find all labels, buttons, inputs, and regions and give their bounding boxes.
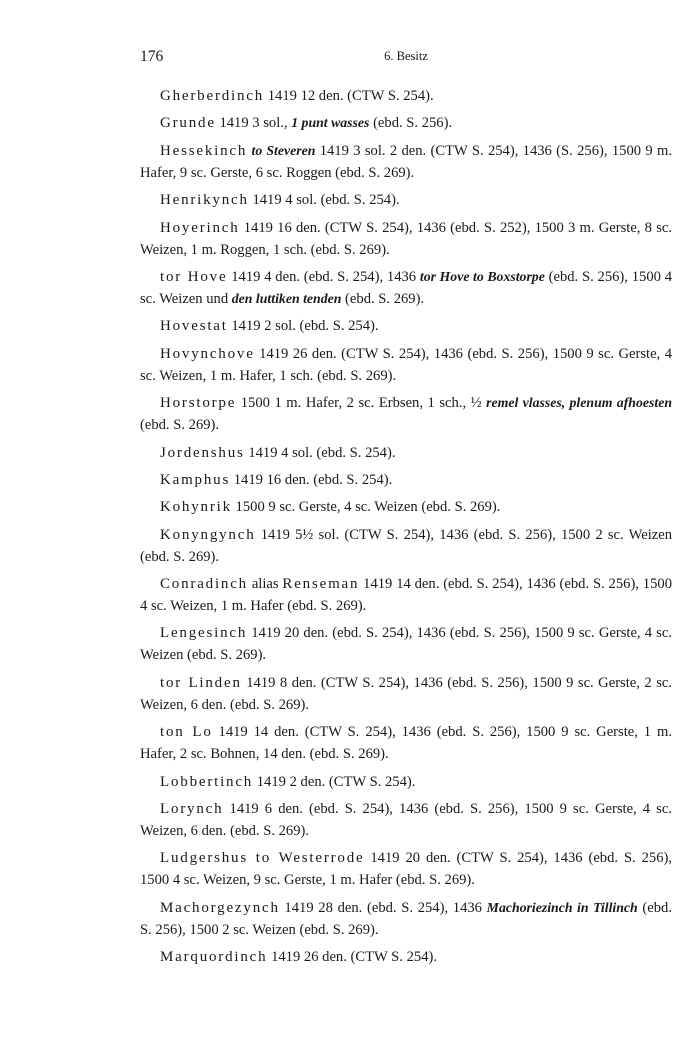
entry-name: Hovynchove: [160, 345, 255, 362]
list-item: [140, 140, 672, 184]
entry-text: (ebd. S. 269).: [140, 417, 220, 434]
entry-quote: remel vlasses, plenum afhoesten: [486, 395, 672, 411]
list-item: [140, 897, 672, 941]
list-item: [140, 315, 672, 337]
entry-text: 1500 9 sc. Gerste, 4 sc. Weizen (ebd. S. 269).: [231, 499, 501, 516]
entry-name: Grunde: [160, 115, 216, 132]
list-item: [140, 343, 672, 387]
entry-name: Lobbertinch: [160, 773, 254, 790]
entry-text: 1419 20 den. (ebd. S. 254), 1436 (ebd. S. 256), 1500 9 sc. Gerste, 4 sc. Weizen (ebd. S. 269).: [140, 625, 672, 664]
entry-name: Gherberdinch: [160, 88, 265, 104]
entry-text: 1419 26 den. (CTW S. 254), 1436 (ebd. S. 256), 1500 9 sc. Gerste, 4 sc. Weizen, 1 m. Hafer, 1 sch. (ebd. S. 269).: [140, 345, 672, 384]
entry-text: 1419 16 den. (ebd. S. 254).: [230, 471, 393, 488]
entry-quote: 1 punt wasses: [291, 115, 370, 131]
entry-text: 1419 20 den. (CTW S. 254), 1436 (ebd. S. 256), 1500 4 sc. Weizen, 9 sc. Gerste, 1 m. Hafer (ebd. S. 269).: [140, 850, 672, 889]
list-item: [140, 112, 672, 134]
list-item: [140, 189, 672, 211]
entry-name: Ludgershus to Westerrode: [160, 850, 365, 867]
entry-name: Henrikynch: [160, 192, 249, 209]
page-number: 176: [140, 48, 164, 65]
entry-name: ton Lo: [160, 724, 213, 741]
entry-text: (ebd. S. 269).: [341, 290, 425, 307]
entry-name: Machorgezynch: [160, 899, 280, 916]
entry-text: (ebd. S. 256), 1500 2 sc. Weizen (ebd. S. 269).: [140, 899, 672, 938]
list-item: [140, 622, 672, 666]
list-item: [140, 771, 672, 793]
list-item: [140, 798, 672, 842]
entry-name: Horstorpe: [160, 395, 237, 412]
entry-name: Hoyerinch: [160, 219, 240, 236]
entry-text: 1419 4 den. (ebd. S. 254), 1436: [227, 268, 420, 285]
entry-quote: Machoriezinch in Tillinch: [486, 899, 638, 915]
entry-name: Jordenshus: [160, 444, 245, 461]
entry-text: (ebd. S. 256), 1500 4 sc. Weizen und: [140, 268, 672, 307]
entry-text: 1419 2 sol. (ebd. S. 254).: [227, 318, 379, 335]
entry-text: alias: [247, 576, 283, 593]
list-item: [140, 524, 672, 568]
entry-text: 1419 8 den. (CTW S. 254), 1436 (ebd. S. 256), 1500 9 sc. Gerste, 2 sc. Weizen, 6 den. (ebd. S. 269).: [140, 674, 672, 713]
entry-quote: to Steveren: [251, 142, 316, 158]
list-item: [140, 946, 672, 968]
entry-name: Lorynch: [160, 801, 224, 818]
entry-quote: den luttiken tenden: [231, 290, 342, 306]
list-item: [140, 573, 672, 617]
entry-text: 1419 5½ sol. (CTW S. 254), 1436 (ebd. S. 256), 1500 2 sc. Weizen (ebd. S. 269).: [140, 526, 672, 565]
entry-text: 1419 26 den. (CTW S. 254).: [267, 949, 437, 966]
entry-name: Kohynrik: [160, 499, 232, 516]
entry-name: Lengesinch: [160, 625, 248, 642]
entry-text: (ebd. S. 256).: [369, 115, 453, 132]
entry-text: 1419 6 den. (ebd. S. 254), 1436 (ebd. S. 256), 1500 9 sc. Gerste, 4 sc. Weizen, 6 den. (ebd. S. 269).: [140, 801, 672, 840]
list-item: [140, 392, 672, 436]
entry-text: 1419 28 den. (ebd. S. 254), 1436: [279, 899, 487, 916]
entry-text: 1419 16 den. (CTW S. 254), 1436 (ebd. S. 252), 1500 3 m. Gerste, 8 sc. Weizen, 1 m. Roggen, 1 sch. (ebd. S. 269).: [140, 219, 672, 258]
entry-name: Marquordinch: [160, 949, 268, 966]
list-item: [140, 721, 672, 765]
chapter-title: 6. Besitz: [384, 49, 428, 63]
list-item: [140, 672, 672, 716]
entry-text: 1419 2 den. (CTW S. 254).: [253, 773, 416, 790]
entry-text: 1419 4 sol. (ebd. S. 254).: [244, 444, 396, 461]
entry-alias-name: Renseman: [282, 576, 360, 593]
entry-name: Konyngynch: [160, 526, 256, 543]
running-head: [140, 48, 672, 70]
entry-text: 1419 3 sol. 2 den. (CTW S. 254), 1436 (S. 256), 1500 9 m. Hafer, 9 sc. Gerste, 6 sc. Roggen (ebd. S. 269).: [140, 142, 672, 181]
entry-name: Kamphus: [160, 471, 231, 488]
entry-name: Hessekinch: [160, 142, 248, 159]
list-item: [140, 217, 672, 261]
entry-text: 1419 3 sol.,: [215, 115, 292, 132]
list-item: [140, 85, 672, 107]
entry-name: tor Hove: [160, 268, 228, 285]
entry-name: Hovestat: [160, 318, 228, 335]
entry-quote: tor Hove to Boxstorpe: [419, 268, 545, 284]
entry-text: 1419 12 den. (CTW S. 254).: [264, 88, 434, 104]
entry-text: 1419 14 den. (ebd. S. 254), 1436 (ebd. S. 256), 1500 4 sc. Weizen, 1 m. Hafer (ebd. S. 269).: [140, 576, 672, 615]
list-item: [140, 847, 672, 891]
entry-text: 1419 4 sol. (ebd. S. 254).: [248, 192, 400, 209]
list-item: [140, 469, 672, 491]
entry-text: 1419 14 den. (CTW S. 254), 1436 (ebd. S. 256), 1500 9 sc. Gerste, 1 m. Hafer, 2 sc. Bohnen, 14 den. (ebd. S. 269).: [140, 724, 672, 763]
entry-list: [140, 85, 672, 974]
entry-text: 1500 1 m. Hafer, 2 sc. Erbsen, 1 sch., ½: [236, 395, 487, 412]
list-item: [140, 266, 672, 310]
list-item: [140, 442, 672, 464]
entry-name: tor Linden: [160, 674, 242, 691]
entry-name: Conradinch: [160, 576, 248, 593]
list-item: [140, 496, 672, 518]
